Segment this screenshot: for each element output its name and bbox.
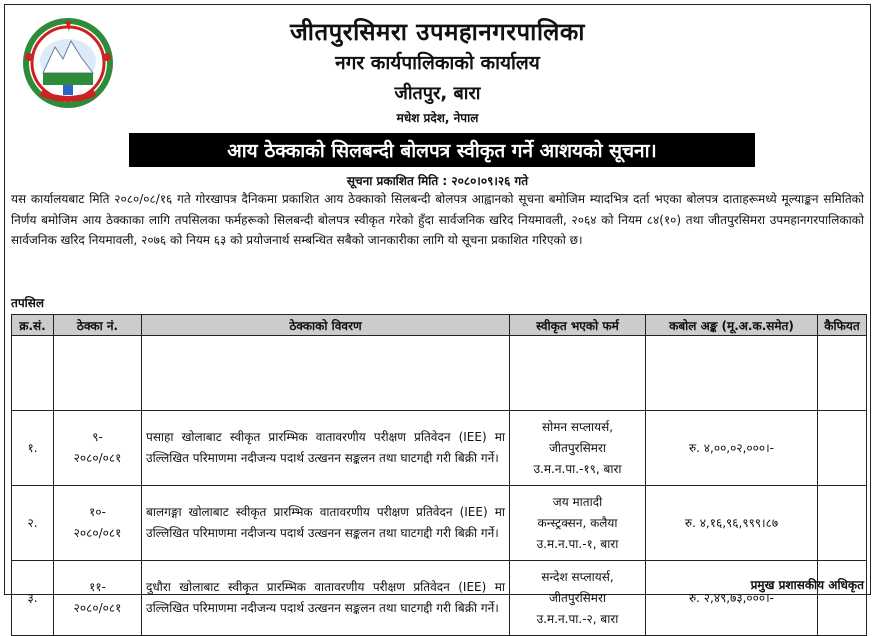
contract-no-text: १०- २०८०/०८१ xyxy=(73,505,122,540)
firm-text: सोमन सप्लायर्स, जीतपुरसिमरा उ.म.न.पा.-१९, बारा xyxy=(533,419,622,476)
col-header-description: ठेक्काको विवरण xyxy=(142,315,510,336)
row-amount: रु. २,४९,७३,०००।- xyxy=(646,561,818,636)
section-label: तपसिल xyxy=(11,296,45,310)
row-amount: रु. ४,००,०२,०००।- xyxy=(646,411,818,486)
row-amount: रु. ४,१६,९६,९९९।८७ xyxy=(646,486,818,561)
province-name: मधेश प्रदेश, नेपाल xyxy=(396,111,479,125)
row-contract-no xyxy=(54,561,142,636)
contract-no-text: ११- २०८०/०८१ xyxy=(73,580,122,615)
table-row xyxy=(12,411,867,486)
table-header-row xyxy=(12,315,867,336)
row-firm xyxy=(510,486,646,561)
row-sn: २. xyxy=(12,486,54,561)
row-contract-no xyxy=(54,411,142,486)
signature-title: प्रमुख प्रशासकीय अधिकृत xyxy=(750,578,864,592)
contract-no-text: ९- २०८०/०८१ xyxy=(73,430,122,465)
row-sn: १. xyxy=(12,411,54,486)
row-contract-no xyxy=(54,486,142,561)
col-header-sn: क्र.सं. xyxy=(12,315,54,336)
row-remarks xyxy=(818,561,867,636)
office-name: नगर कार्यपालिकाको कार्यालय xyxy=(335,52,540,74)
firm-text: सन्देश सप्लायर्स, जीतपुरसिमरा उ.म.न.पा.-२, बारा xyxy=(536,569,619,626)
table-row xyxy=(12,561,867,636)
table-row xyxy=(12,486,867,561)
notice-body: यस कार्यालयबाट मिति २०८०/०८/१६ गते गोरखापत्र दैनिकमा प्रकाशित आय ठेक्काको सिलबन्दी बोलपत्र आह्वानको सूचना बमोजिम म्यादभित्र दर्ता भएका बोलपत्र दाताहरूमध्ये मूल्याङ्कन समितिको निर्णय बमोजिम आय ठेक्काका लागि तपसिलका फर्महरूको सिलबन्दी बोलपत्र स्वीकृत गरेको हुँदा सार्वजनिक खरिद नियमावली, २०६४ को नियम ८४(१०) तथा जीतपुरसिमरा उपमहानगरपालिकाको सार्वजनिक खरिद नियमावली, २०७६ को नियम ६३ को प्रयोजनार्थ सम्बन्धित सबैको जानकारीका लागि यो सूचना प्रकाशित गरिएको छ। xyxy=(11,192,864,247)
col-header-contract-no: ठेक्का नं. xyxy=(54,315,142,336)
row-description: दुधौरा खोलाबाट स्वीकृत प्रारम्भिक वातावरणीय परीक्षण प्रतिवेदन (IEE) मा उल्लिखित परिमाणमा नदीजन्य पदार्थ उत्खनन सङ्कलन तथा घाटगद्दी गरी बिक्री गर्ने। xyxy=(142,561,510,636)
published-date: सूचना प्रकाशित मिति : २०८०।०९।२६ गते xyxy=(346,174,529,188)
firm-text: जय मातादी कन्स्ट्रक्सन, कलैया उ.म.न.पा.-१, बारा xyxy=(536,494,619,551)
col-header-amount: कबोल अङ्क (मू.अ.क.समेत) xyxy=(646,315,818,336)
office-location: जीतपुर, बारा xyxy=(394,83,481,104)
row-firm xyxy=(510,561,646,636)
row-remarks xyxy=(818,411,867,486)
notice-page xyxy=(4,4,871,626)
row-description: पसाहा खोलाबाट स्वीकृत प्रारम्भिक वातावरणीय परीक्षण प्रतिवेदन (IEE) मा उल्लिखित परिमाणमा नदीजन्य पदार्थ उत्खनन सङ्कलन तथा घाटगद्दी गरी बिक्री गर्ने। xyxy=(142,411,510,486)
approved-bids-table xyxy=(11,314,867,636)
row-firm xyxy=(510,411,646,486)
row-sn: ३. xyxy=(12,561,54,636)
municipality-title: जीतपुरसिमरा उपमहानगरपालिका xyxy=(289,18,586,46)
table-spacer xyxy=(12,336,867,411)
notice-heading: आय ठेक्काको सिलबन्दी बोलपत्र स्वीकृत गर्ने आशयको सूचना। xyxy=(129,133,755,167)
col-header-remarks: कैफियत xyxy=(818,315,867,336)
col-header-firm: स्वीकृत भएको फर्म xyxy=(510,315,646,336)
row-description: बालगङ्गा खोलाबाट स्वीकृत प्रारम्भिक वातावरणीय परीक्षण प्रतिवेदन (IEE) मा उल्लिखित परिमाणमा नदीजन्य पदार्थ उत्खनन सङ्कलन तथा घाटगद्दी गरी बिक्री गर्ने। xyxy=(142,486,510,561)
row-remarks xyxy=(818,486,867,561)
